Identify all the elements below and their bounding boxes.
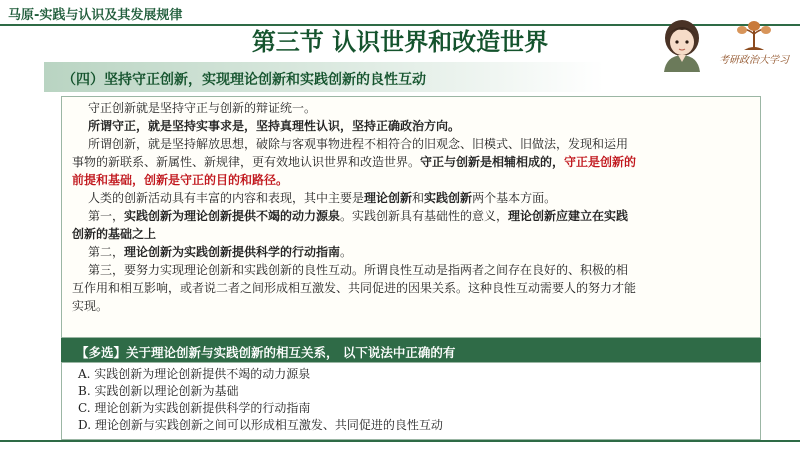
section-heading: （四）坚持守正创新，实现理论创新和实践创新的良性互动: [62, 72, 426, 88]
paragraph-1: [88, 100, 772, 117]
p7-line3: 实现。: [72, 299, 109, 313]
bottom-divider: [0, 440, 800, 442]
paragraph-4: [88, 190, 772, 207]
question-text: 【多选】关于理论创新与实践创新的相互关系， 以下说法中正确的有: [76, 345, 456, 360]
p4-normal3: 两个基本方面。: [472, 191, 557, 205]
brand-name: 考研政治大学习: [719, 55, 789, 66]
p5-normal1: 第一，: [88, 209, 125, 223]
paragraph-3-line-1: [88, 136, 772, 153]
p4-bold1: 理论创新: [364, 191, 413, 205]
p5-bold2: 理论创新应建立在实践: [508, 209, 629, 223]
page-title: 第三节 认识世界和改造世界: [251, 28, 549, 56]
p6-end: 。: [340, 245, 353, 259]
paragraph-2: [88, 118, 772, 135]
p6-normal: 第二，: [88, 245, 125, 259]
p4-normal1: 人类的创新活动具有丰富的内容和表现，其中主要是: [88, 191, 365, 205]
p3-line3-red: 前提和基础，创新是守正的目的和路径。: [72, 173, 289, 187]
paragraph-3-line-3: [72, 172, 756, 189]
p5-bold1: 实践创新为理论创新提供不竭的动力源泉: [124, 209, 341, 223]
brand-logo: [716, 16, 792, 72]
option-d[interactable]: D. 理论创新与实践创新之间可以形成相互激发、共同促进的良性互动: [78, 418, 443, 432]
option-c[interactable]: C. 理论创新为实践创新提供科学的行动指南: [78, 401, 311, 415]
paragraph-7-line-1: [88, 262, 772, 279]
paragraph-5-line-2: [72, 226, 756, 243]
breadcrumb: 马原-实践与认识及其发展规律: [8, 8, 183, 23]
brand-tree-icon: [716, 16, 792, 52]
p4-normal2: 和: [412, 191, 425, 205]
paragraph-7-line-2: [72, 280, 756, 297]
p3-line2-normal: 事物的新联系、新属性、新规律，更有效地认识世界和改造世界。: [72, 155, 421, 169]
option-a[interactable]: A. 实践创新为理论创新提供不竭的动力源泉: [78, 367, 311, 381]
paragraph-5-line-1: [88, 208, 772, 225]
paragraph-6: [88, 244, 772, 261]
p3-line1-text: 所谓创新，就是坚持解放思想，破除与客观事物进程不相符合的旧观念、旧模式、旧做法，发现和运用: [88, 137, 629, 151]
option-b[interactable]: B. 实践创新以理论创新为基础: [78, 384, 239, 398]
p7-line1: 第三，要努力实现理论创新和实践创新的良性互动。所谓良性互动是指两者之间存在良好的、积极的相: [88, 263, 629, 277]
p2-text: 所谓守正，就是坚持实事求是，坚持真理性认识，坚持正确政治方向。: [88, 119, 461, 133]
paragraph-7-line-3: [72, 298, 756, 315]
p4-bold2: 实践创新: [424, 191, 473, 205]
p1-text: 守正创新就是坚持守正与创新的辩证统一。: [88, 101, 317, 115]
p6-bold: 理论创新为实践创新提供科学的行动指南: [124, 245, 341, 259]
p7-line2: 互作用和相互影响，或者说二者之间形成相互激发、共同促进的因果关系。这种良性互动需要人的努力才能: [72, 281, 637, 295]
avatar-illustration: [654, 16, 710, 72]
p3-line2-red: 守正是创新的: [564, 155, 637, 169]
p3-line2-bold: 守正与创新是相辅相成的，: [420, 155, 565, 169]
paragraph-3-line-2: [72, 154, 756, 171]
p5-normal2: 。实践创新具有基础性的意义，: [340, 209, 509, 223]
p5-line2-bold: 创新的基础之上: [72, 227, 157, 241]
